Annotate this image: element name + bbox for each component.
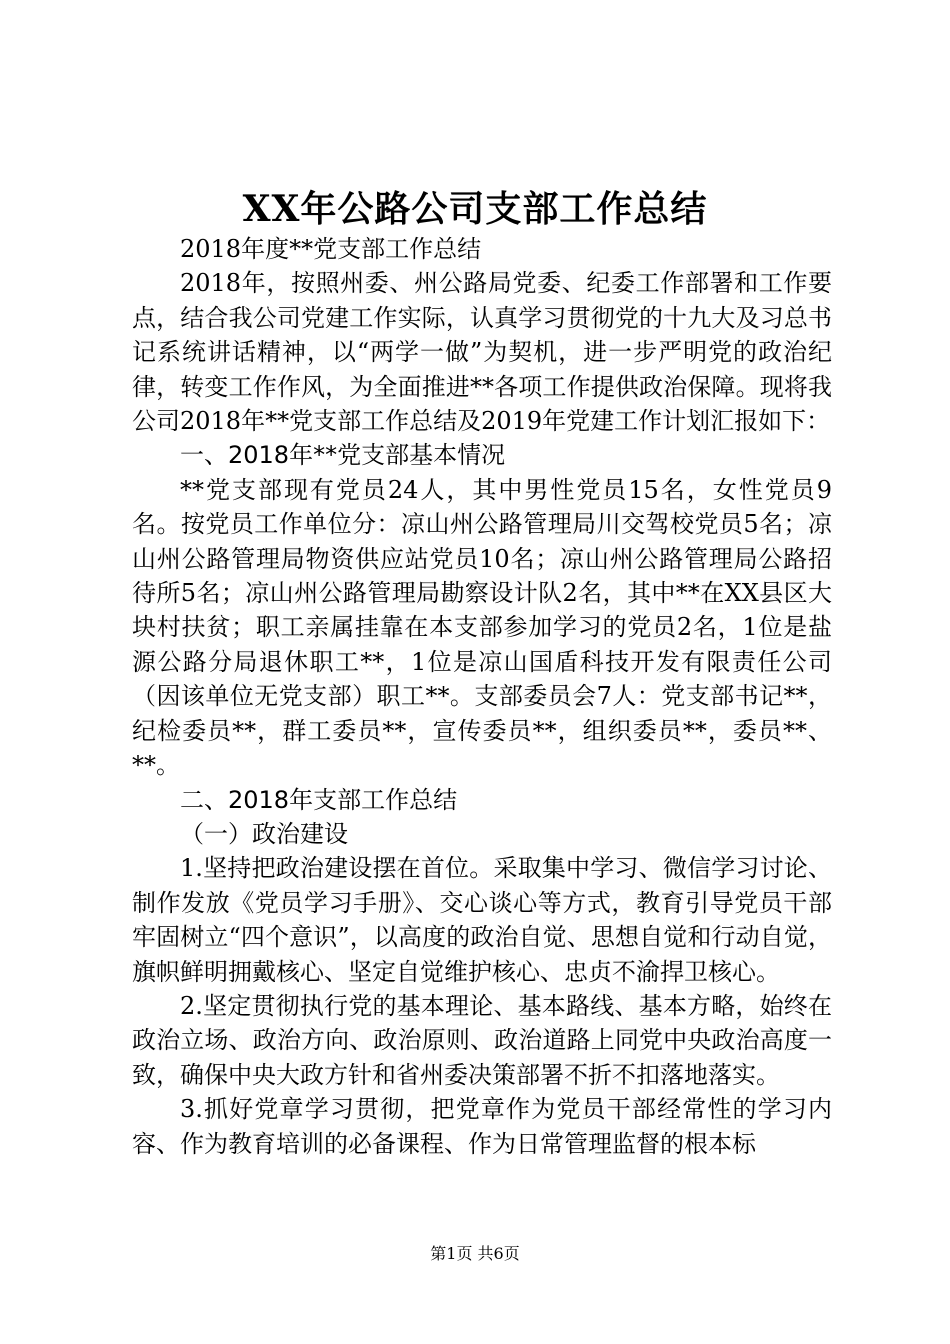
paragraph-subtitle: 2018年度**党支部工作总结 bbox=[180, 235, 482, 263]
page-footer: 第1页 共6页 bbox=[430, 1244, 520, 1263]
subsection-heading-political: （一）政治建设 bbox=[180, 819, 348, 848]
section-heading-2: 二、2018年支部工作总结 bbox=[180, 785, 458, 814]
paragraph-item-2: 2.坚定贯彻执行党的基本理论、基本路线、基本方略，始终在政治立场、政治方向、政治原则、政治道路上同党中央政治高度一致，确保中央大政方针和省州委决策部署不折不扣落地落实。 bbox=[132, 991, 832, 1089]
paragraph-intro: 2018年，按照州委、州公路局党委、纪委工作部署和工作要点，结合我公司党建工作实际，认真学习贯彻党的十九大及习总书记系统讲话精神，以“两学一做”为契机，进一步严明党的政治纪律，转变工作作风，为全面推进**各项工作提供政治保障。现将我公司2018年**党支部工作总结及2019年党建工作计划汇报如下： bbox=[132, 269, 832, 436]
paragraph-item-1: 1.坚持把政治建设摆在首位。采取集中学习、微信学习讨论、制作发放《党员学习手册》、交心谈心等方式，教育引导党员干部牢固树立“四个意识”，以高度的政治自觉、思想自觉和行动自觉，旗帜鲜明拥戴核心、坚定自觉维护核心、忠贞不渝捍卫核心。 bbox=[132, 854, 832, 986]
paragraph-item-3: 3.抓好党章学习贯彻，把党章作为党员干部经常性的学习内容、作为教育培训的必备课程、作为日常管理监督的根本标 bbox=[132, 1095, 832, 1158]
document-title: XX年公路公司支部工作总结 bbox=[242, 188, 708, 230]
paragraph-basic-info: **党支部现有党员24人，其中男性党员15名，女性党员9名。按党员工作单位分：凉山州公路管理局川交驾校党员5名；凉山州公路管理局物资供应站党员10名；凉山州公路管理局公路招待所5名；凉山州公路管理局勘察设计队2名，其中**在XX县区大块村扶贫；职工亲属挂靠在本支部参加学习的党员2名，1位是盐源公路分局退休职工**，1位是凉山国盾科技开发有限责任公司（因该单位无党支部）职工**。支部委员会7人：党支部书记**，纪检委员**，群工委员**，宣传委员**，组织委员**，委员**、**。 bbox=[132, 475, 832, 780]
document-body bbox=[132, 232, 832, 1161]
section-heading-1: 一、2018年**党支部基本情况 bbox=[180, 441, 506, 470]
